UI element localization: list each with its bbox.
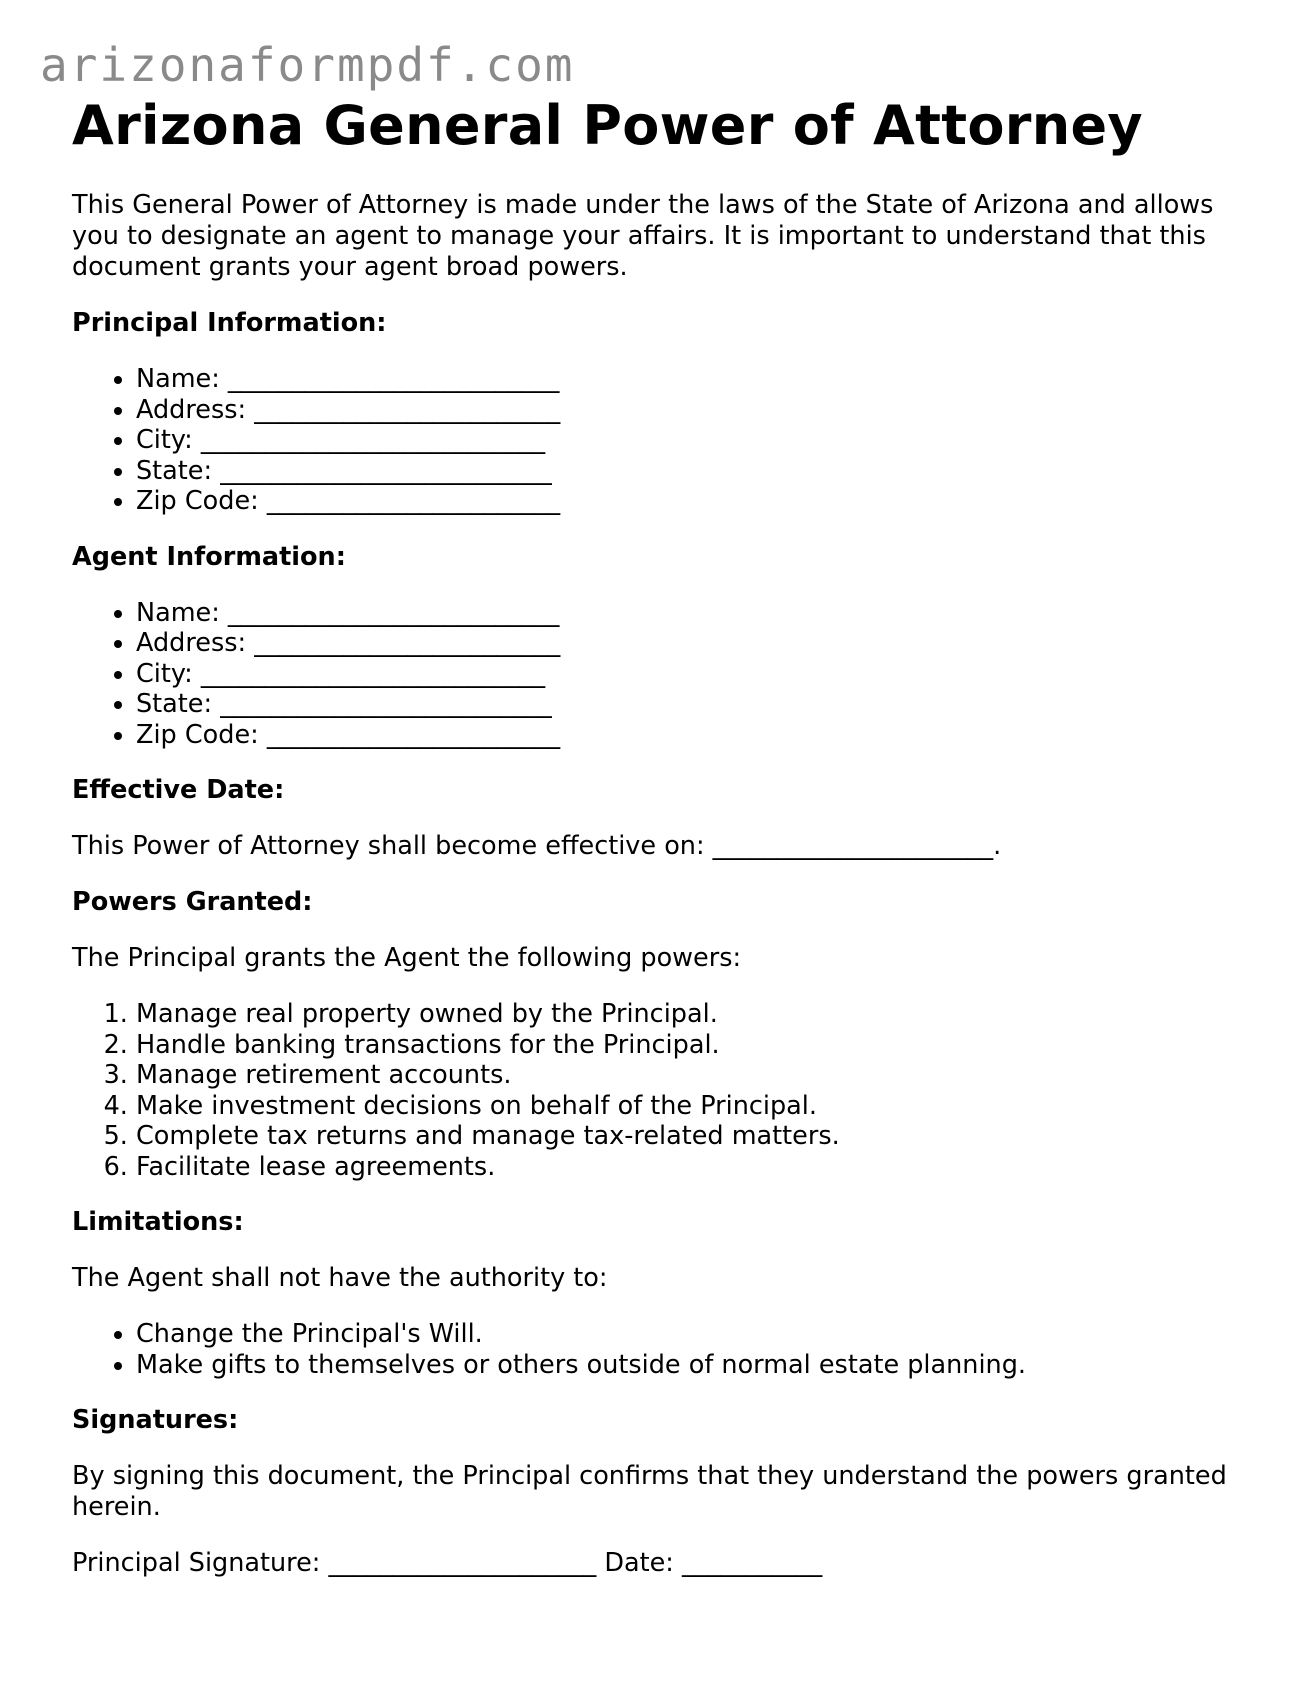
effective-date-field[interactable]: This Power of Attorney shall become effective on: ______________________. bbox=[72, 831, 1002, 861]
agent-state-field[interactable]: • State: __________________________ bbox=[136, 689, 1252, 720]
agent-heading: Agent Information: bbox=[72, 541, 346, 572]
powers-intro: The Principal grants the Agent the following powers: bbox=[72, 943, 742, 973]
limitation-item: • Change the Principal's Will. bbox=[136, 1319, 1252, 1350]
agent-address-field[interactable]: • Address: ________________________ bbox=[136, 628, 1252, 659]
limitation-item: • Make gifts to themselves or others outside of normal estate planning. bbox=[136, 1350, 1252, 1381]
limitations-list bbox=[72, 1319, 1252, 1380]
limitations-heading: Limitations: bbox=[72, 1207, 244, 1237]
principal-zip-field[interactable]: • Zip Code: _______________________ bbox=[136, 486, 1252, 517]
principal-heading: Principal Information: bbox=[72, 308, 387, 338]
powers-heading: Powers Granted: bbox=[72, 887, 313, 917]
principal-city-field[interactable]: • City: ___________________________ bbox=[136, 425, 1252, 456]
signatures-heading: Signatures: bbox=[72, 1405, 239, 1435]
principal-address-field[interactable]: • Address: ________________________ bbox=[136, 395, 1252, 426]
watermark: arizonaformpdf.com bbox=[40, 38, 575, 92]
agent-fields bbox=[72, 598, 1252, 751]
power-item: 1. Manage real property owned by the Principal. bbox=[136, 999, 1252, 1030]
agent-zip-field[interactable]: • Zip Code: _______________________ bbox=[136, 720, 1252, 751]
powers-list bbox=[72, 999, 1252, 1182]
effective-date-heading: Effective Date: bbox=[72, 775, 285, 805]
agent-name-field[interactable]: • Name: __________________________ bbox=[136, 598, 1252, 629]
document-title: Arizona General Power of Attorney bbox=[72, 94, 1143, 157]
signature-line[interactable]: Principal Signature: _____________________ Date: ___________ bbox=[72, 1548, 823, 1578]
principal-state-field[interactable]: • State: __________________________ bbox=[136, 456, 1252, 487]
principal-name-field[interactable]: • Name: __________________________ bbox=[136, 364, 1252, 395]
power-item: 5. Complete tax returns and manage tax-related matters. bbox=[136, 1121, 1252, 1152]
power-item: 2. Handle banking transactions for the Principal. bbox=[136, 1030, 1252, 1061]
document-page bbox=[72, 94, 1252, 1579]
power-item: 3. Manage retirement accounts. bbox=[136, 1060, 1252, 1091]
principal-fields bbox=[72, 364, 1252, 517]
signatures-text: By signing this document, the Principal confirms that they understand the powers granted herein. bbox=[72, 1461, 1227, 1522]
agent-city-field[interactable]: • City: ___________________________ bbox=[136, 659, 1252, 690]
limitations-intro: The Agent shall not have the authority to: bbox=[72, 1263, 608, 1293]
power-item: 6. Facilitate lease agreements. bbox=[136, 1152, 1252, 1183]
power-item: 4. Make investment decisions on behalf of the Principal. bbox=[136, 1091, 1252, 1122]
intro-paragraph: This General Power of Attorney is made under the laws of the State of Arizona and allows you to designate an agent to manage your affairs. It is important to understand that this document grants your agent broad powers. bbox=[72, 190, 1214, 282]
